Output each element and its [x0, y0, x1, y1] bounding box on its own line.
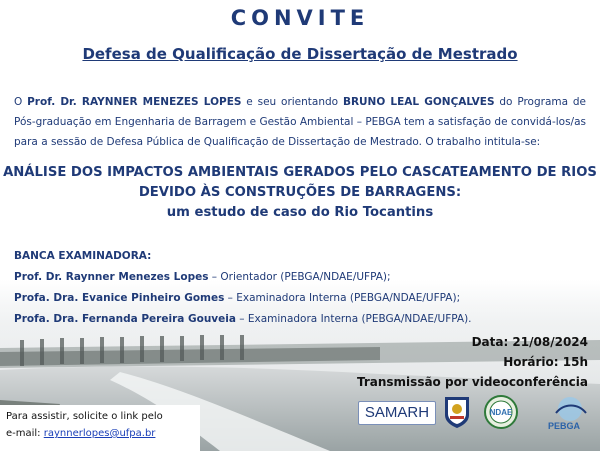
event-transmission: Transmissão por videoconferência: [356, 375, 588, 389]
member-name: Prof. Dr. Raynner Menezes Lopes: [14, 271, 209, 283]
committee-member: [14, 288, 472, 309]
ndae-logo-text: NDAE: [489, 408, 513, 417]
pebga-logo-text: PEBGA: [547, 421, 581, 431]
member-name: Profa. Dra. Evanice Pinheiro Gomes: [14, 292, 225, 304]
intro-text: e seu orientando: [241, 96, 343, 108]
intro-text: O: [14, 96, 28, 108]
logo-strip: [358, 393, 594, 433]
event-info: [357, 332, 588, 392]
thesis-title-line: ANÁLISE DOS IMPACTOS AMBIENTAIS GERADOS PELO CASCATEAMENTO DE RIOS: [3, 165, 597, 180]
event-time: Horário: 15h: [503, 355, 588, 369]
page-subtitle: Defesa de Qualificação de Dissertação de Mestrado: [82, 45, 518, 63]
email-link[interactable]: raynnerlopes@ufpa.br: [43, 428, 156, 439]
ufpa-logo: [442, 395, 472, 429]
ndae-logo: [482, 394, 520, 430]
committee-list: [14, 246, 472, 330]
event-date: Data: 21/08/2024: [471, 335, 588, 349]
thesis-subtitle: um estudo de caso do Rio Tocantins: [166, 205, 434, 220]
access-note-text: Para assistir, solicite o link pelo: [6, 411, 163, 422]
committee-member: [14, 309, 472, 330]
access-note-email-line: [6, 425, 200, 442]
member-role: – Examinadora Interna (PEBGA/NDAE/UFPA).: [235, 313, 472, 325]
page-title: CONVITE: [230, 6, 370, 30]
committee-member: [14, 267, 472, 288]
thesis-title-line: DEVIDO ÀS CONSTRUÇÕES DE BARRAGENS:: [138, 185, 462, 200]
committee-heading: BANCA EXAMINADORA:: [14, 250, 152, 262]
member-name: Profa. Dra. Fernanda Pereira Gouveia: [14, 313, 236, 325]
email-label: e-mail:: [6, 428, 44, 439]
advisor-name: Prof. Dr. RAYNNER MENEZES LOPES: [27, 96, 242, 108]
member-role: – Examinadora Interna (PEBGA/NDAE/UFPA);: [224, 292, 461, 304]
samarh-logo: SAMARH: [358, 401, 436, 425]
student-name: BRUNO LEAL GONÇALVES: [342, 96, 495, 108]
access-note: [0, 405, 200, 451]
member-role: – Orientador (PEBGA/NDAE/UFPA);: [208, 271, 391, 283]
intro-paragraph: [14, 92, 586, 152]
intro-text: do Programa de Pós-graduação em Engenharia de Barragem e Gestão Ambiental – PEBGA tem a satisfação de convidá-los/as para a sessão de Defesa Pública de Qualificação de Dissertação de Mestrado. O trabalho intitula-se:: [14, 96, 587, 148]
pebga-logo: [534, 393, 594, 433]
thesis-title: [0, 163, 600, 223]
